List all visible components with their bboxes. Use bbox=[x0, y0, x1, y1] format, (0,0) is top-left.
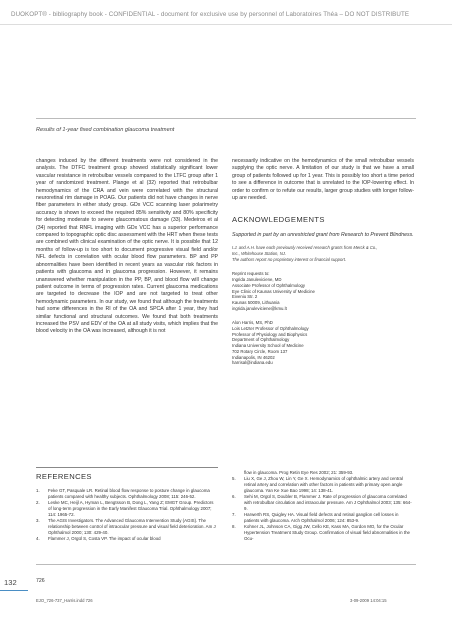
reference-number: 8. bbox=[232, 524, 236, 529]
reference-number: 3. bbox=[36, 518, 40, 523]
author-email: harrisal@indiana.edu bbox=[232, 360, 273, 366]
reference-text: Leske MC, Heijl A, Hyman L, Bengtsson B, Dong L, Yang Z; EMGT Group. Predictors of long-term progression in the Early Manifest Glaucoma Trial. Ophthalmology 2007; 114: 1965-72. bbox=[48, 500, 214, 517]
reference-continuation: flow in glaucoma. Prog Retin Eye Res 2002; 21: 359-93. bbox=[244, 470, 354, 475]
footer-timestamp: 3-09-2009 14:04:15 bbox=[350, 598, 387, 603]
reference-text: Kohner JL, Johnson CA, Gigg JW, Cello KE, Kass MA, Gordon MO, for the Ocular Hypertension Treatment Study Group. Confirmation of visual field abnormalities in the Ocu- bbox=[244, 524, 410, 541]
references-left bbox=[36, 488, 218, 542]
reference-number: 7. bbox=[232, 512, 236, 517]
left-column bbox=[36, 158, 218, 336]
confidential-banner bbox=[0, 0, 452, 25]
reference-item bbox=[232, 476, 414, 494]
document-page bbox=[0, 24, 452, 640]
reprint-line: Reprint requests to: bbox=[232, 271, 270, 277]
reference-item bbox=[36, 518, 218, 536]
reference-item bbox=[36, 536, 218, 542]
reprint-line: Eiveniu Str. 2 bbox=[232, 294, 258, 300]
reference-number: 6. bbox=[232, 494, 236, 499]
reference-text: Harwerth RS, Quigley HA. Visual field defects and retinal ganglion cell losses in patients with glaucoma. Arch Ophthalmol 2006; 124: 853-9. bbox=[244, 512, 399, 523]
reprint-line: Ingrida Januleviciene, MD bbox=[232, 277, 282, 283]
address-line: Lois Letzter Professor of Ophthalmology bbox=[232, 326, 309, 332]
author-address bbox=[232, 320, 414, 366]
reference-text: Feke GT, Pasquale LR. Retinal blood flow response to posture change in glaucoma patients compared with healthy subjects. Ophthalmology 2008; 115: 246-52. bbox=[48, 488, 210, 499]
address-line: Indianapolis, IN 46202 bbox=[232, 354, 275, 360]
references-rule bbox=[36, 467, 218, 468]
disclosure-line: I.J. and A.H. have each previously received research grants from Merck & Co., bbox=[232, 245, 378, 251]
left-column-text: changes induced by the different treatments were not considered in the analysis. The DTFC treatment group showed statistically significant lower vascular resistance in retrobulbar vessels compared to the LTFC group after 1 year of randomized treatment. Plange et al (32) reported that retrobulbar hemodynamics of the CRA and vein were correlated with the structural neuroretinal rim damage in POAG. Our patients did not have changes in nerve fiber parameters in either study group. GDx VCC scanning laser polarimetry accuracy is shown to exceed the required 85% sensitivity and 80% specificity for detecting moderate to severe glaucomatous damage (33). Medeiros et al (34) reported that RNFL imaging with GDx VCC has a superior performance compared to topographic optic disc assessment with the HRT when these tests are combined with clinical examination of the optic nerve. It is possible that 12 months of follow-up is too short to document progressive visual field and/or NFL defects in correlation with ocular blood flow parameters. BP and PP abnormalities have been identified in recent years as vascular risk factors in patients with glaucoma and in glaucoma progression. However, it remains unanswered whether manipulation in the PP, BP, and blood flow will change patient outcome in terms of progression rates. Current glaucoma medications are targeted to decrease the IOP and are not targeted to treat other hemodynamic parameters. In our study, we found that although the treatments had some differences in the RI of the OA and SPCA after 1 year, they had similar functional and structural outcomes. We found that both treatments increased the PSV and EDV of the OA at all study visits, which implies that the blood velocity in the OA was increased, although it is not bbox=[36, 158, 218, 335]
reference-number: 1. bbox=[36, 488, 40, 493]
reference-number: 4. bbox=[36, 536, 40, 541]
reference-item bbox=[232, 512, 414, 524]
reference-item bbox=[36, 500, 218, 518]
right-column bbox=[232, 158, 414, 366]
right-column-text: necessarily indicative on the hemodynamics of the small retrobulbar vessels supplying the optic nerve. A limitation of our study is that we have a small group of patients followed up for 1 year. This is possibly too short a time period to see a difference in outcome that is unrelated to the IOP-lowering effect. In order to confirm or to refute our results, larger group studies with longer follow-up are needed. bbox=[232, 158, 414, 202]
address-line: Professor of Physiology and Biophysics bbox=[232, 331, 308, 337]
side-page-number: 132 bbox=[4, 578, 17, 587]
reference-text: The AGIS Investigators. The Advanced Glaucoma Intervention Study (AGIS). The relationship between control of intraocular pressure and visual field deterioration. Am J Ophthalmol 2000; 130: 429-40. bbox=[48, 518, 216, 535]
reference-text: Flammer J, Orgül S, Costa VP. The impact of ocular blood bbox=[48, 536, 161, 541]
address-line: 702 Rotary Circle, Room 137 bbox=[232, 348, 288, 354]
disclosure-line: The authors report no proprietary interest or financial support. bbox=[232, 256, 347, 262]
footer-rule bbox=[36, 564, 416, 565]
disclosure-block bbox=[232, 245, 414, 262]
side-rule bbox=[0, 590, 28, 591]
reference-item bbox=[36, 488, 218, 500]
address-line: Department of Ophthalmology bbox=[232, 337, 290, 343]
funding-statement: Supported in part by an unrestricted grant from Research to Prevent Blindness. bbox=[232, 231, 414, 238]
footer-file-name: EJO_726-737_Harris.indd 726 bbox=[36, 598, 93, 603]
reprint-email: ingrida.januleviciene@kmu.lt bbox=[232, 305, 287, 311]
reprint-line: Kaunas 50009, Lithuania bbox=[232, 299, 280, 305]
reprint-line: Eye Clinic of Kaunas University of Medicine bbox=[232, 288, 315, 294]
reference-number: 2. bbox=[36, 500, 40, 505]
reprint-line: Associate Professor of Ophthalmology bbox=[232, 282, 306, 288]
references-right bbox=[232, 470, 414, 542]
reference-text: Liu X, Ge J, Zhou W, Lin Y, Ge X. Hemodynamics of ophthalmic artery and central retinal artery and correlation with other factors in patients with primary open angle glaucoma. Yan Ke Xue Bao 1998; 14: 138-41. bbox=[244, 476, 403, 493]
address-line: Alon Harris, MS, PhD bbox=[232, 320, 273, 326]
reference-number: 5. bbox=[232, 476, 236, 481]
header-rule bbox=[36, 118, 416, 119]
reference-item bbox=[232, 494, 414, 512]
reference-item bbox=[232, 524, 414, 542]
banner-text: DUOKOPT® - bibliography book - CONFIDENTIAL - document for exclusive use by personnel of Laboratoires Théa – DO NOT DISTRIBUTE bbox=[11, 11, 410, 18]
references-heading: REFERENCES bbox=[36, 472, 92, 481]
running-title: Results of 1-year fixed combination glaucoma treatment bbox=[36, 127, 175, 133]
acknowledgements-heading: ACKNOWLEDGEMENTS bbox=[232, 215, 325, 225]
disclosure-line: Inc., Whitehouse Station, NJ. bbox=[232, 250, 286, 256]
reference-text: Sehi M, Orgül S, Doubler B, Flammer J. Rate of progression of glaucoma correlated with retrobulbar circulation and intraocular pressure. Am J Ophthalmol 2003; 135: 664-9. bbox=[244, 494, 412, 511]
reprint-address bbox=[232, 271, 414, 311]
address-line: Indiana University School of Medicine bbox=[232, 343, 304, 349]
page-number: 726 bbox=[36, 578, 45, 584]
